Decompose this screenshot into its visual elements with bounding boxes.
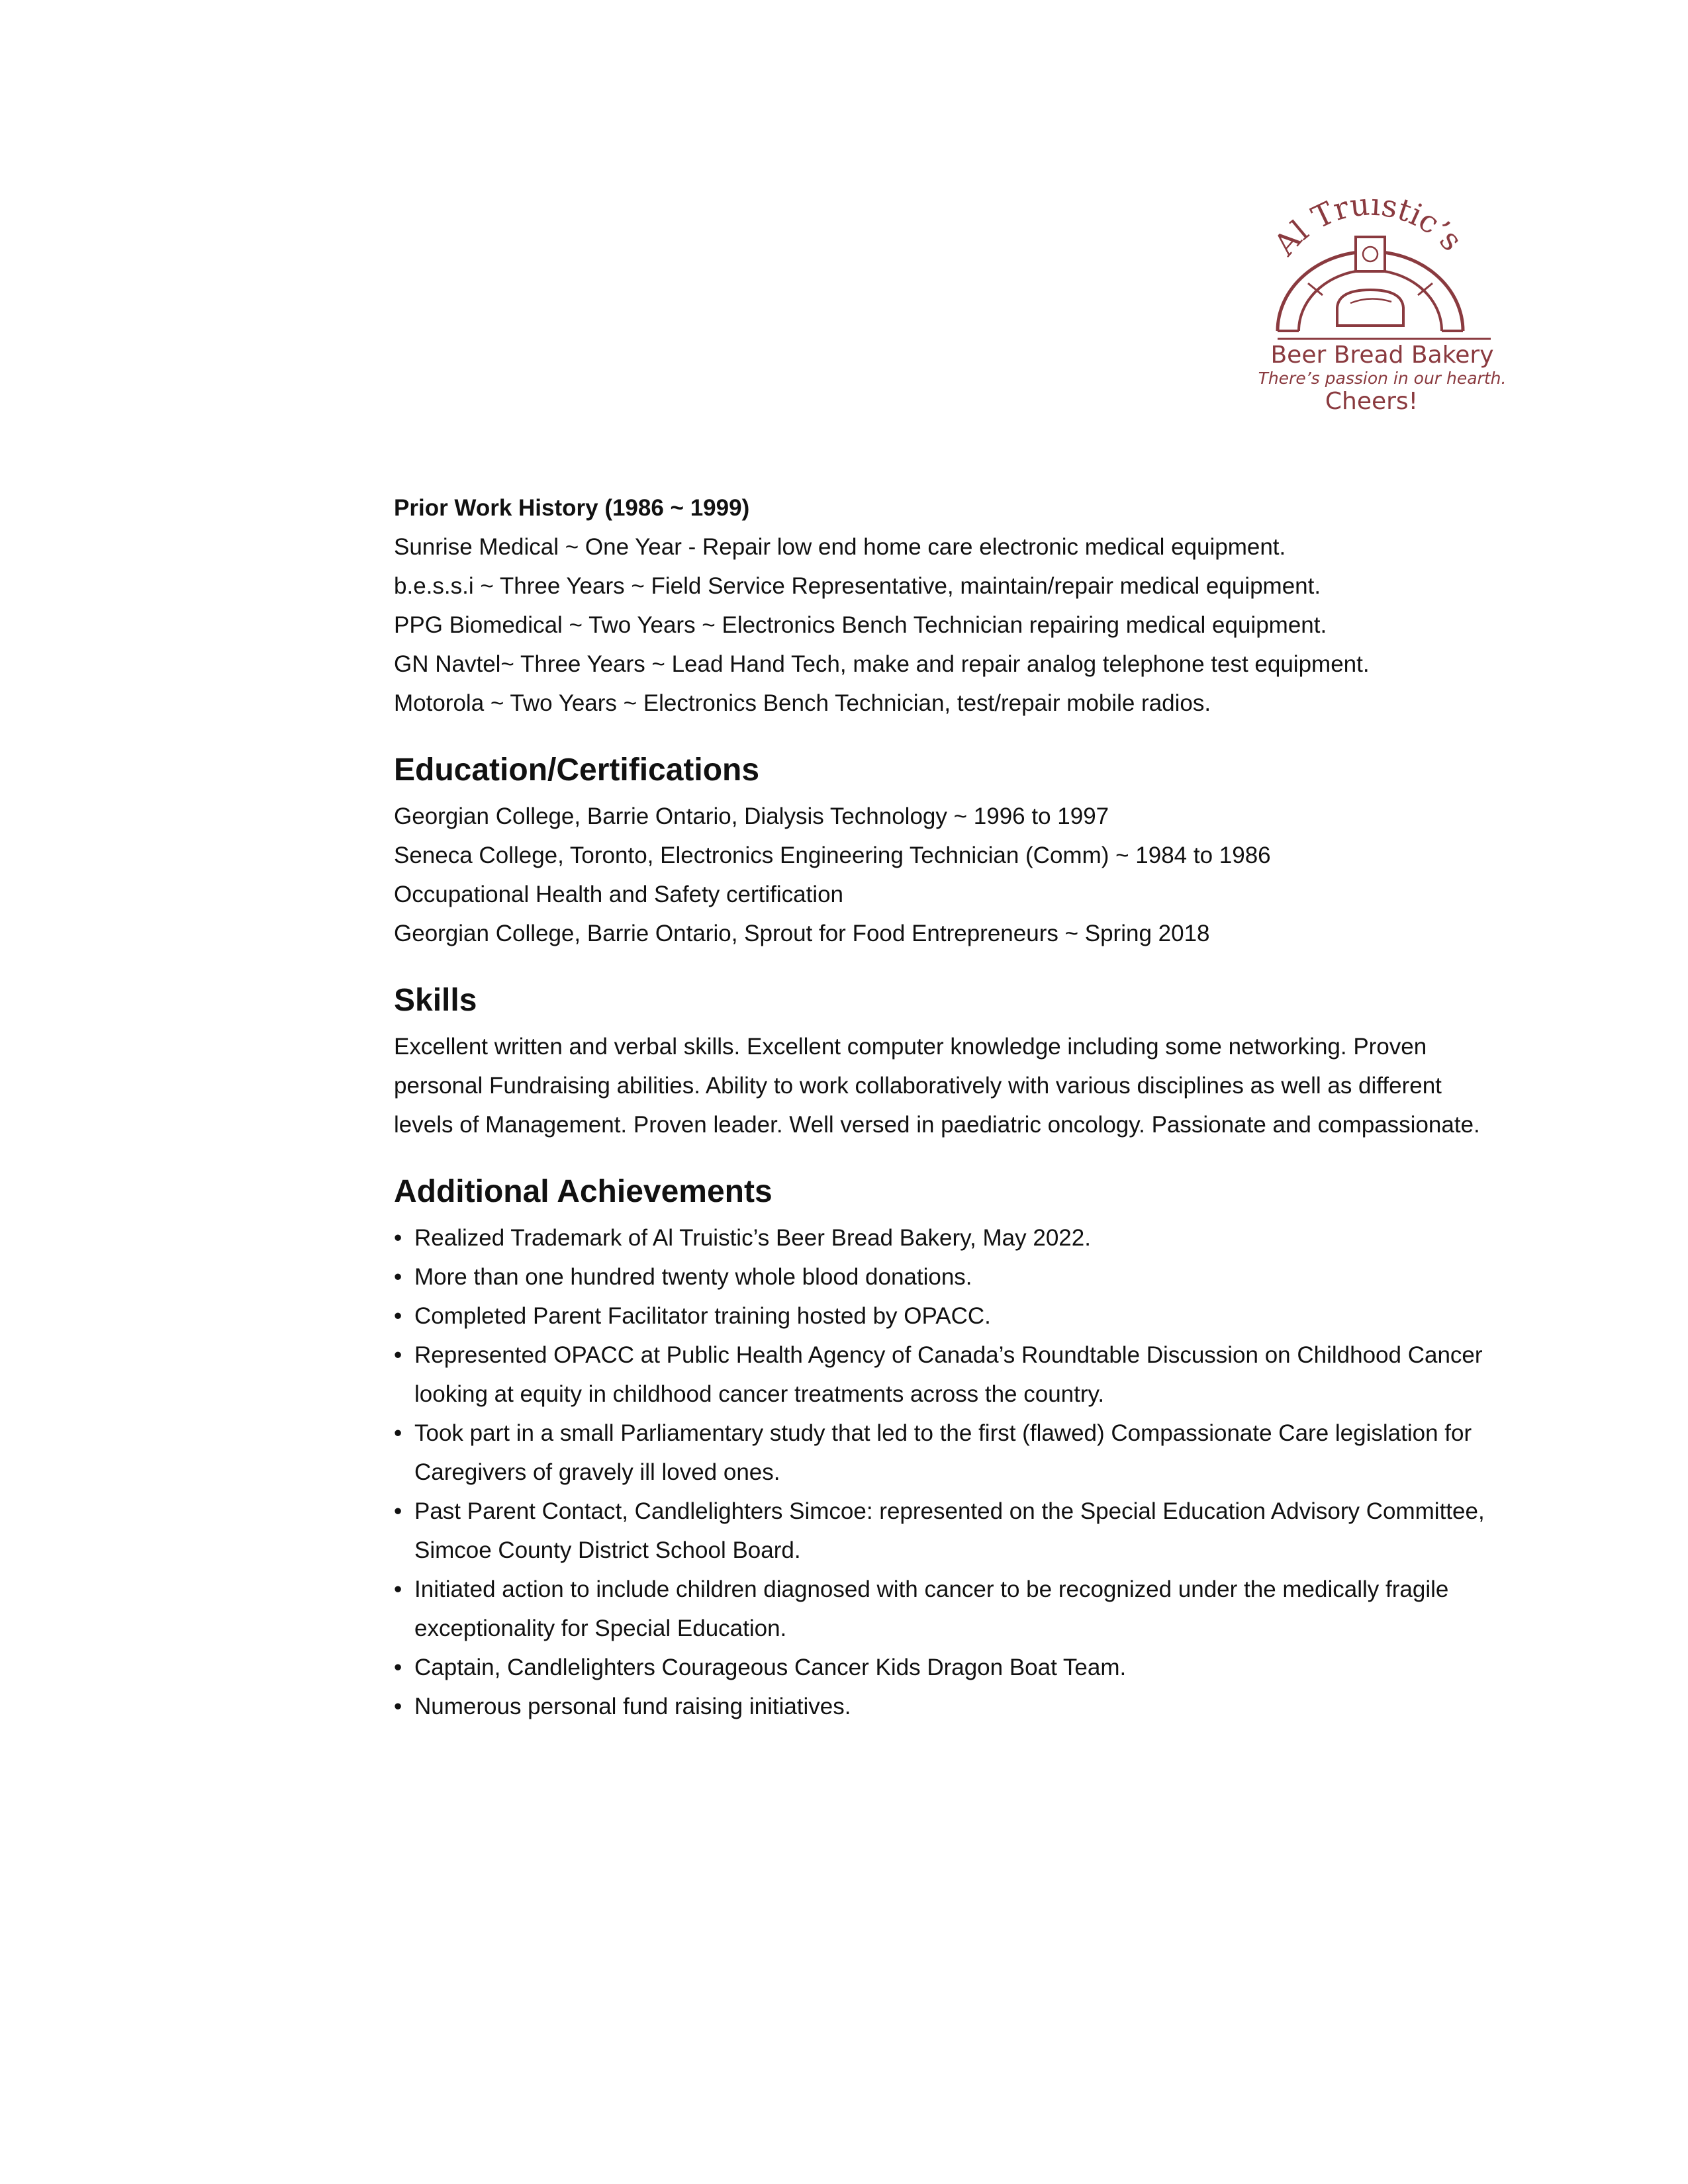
achievement-item: • Captain, Candlelighters Courageous Cancer Kids Dragon Boat Team. bbox=[394, 1648, 1493, 1687]
education-heading: Education/Certifications bbox=[394, 752, 760, 788]
achievements-list bbox=[394, 1218, 1493, 1726]
education-item: Seneca College, Toronto, Electronics Engineering Technician (Comm) ~ 1984 to 1986 bbox=[394, 842, 1271, 868]
resume-body bbox=[394, 488, 1493, 1726]
bakery-logo bbox=[1244, 199, 1523, 424]
logo-signoff: Cheers! bbox=[1325, 388, 1419, 415]
work-history-section bbox=[394, 488, 1493, 723]
achievement-item: • More than one hundred twenty whole blood donations. bbox=[394, 1257, 1493, 1297]
skills-heading: Skills bbox=[394, 983, 477, 1018]
work-history-item: GN Navtel~ Three Years ~ Lead Hand Tech, make and repair analog telephone test equipment. bbox=[394, 651, 1370, 677]
achievement-item: • Represented OPACC at Public Health Agency of Canada’s Roundtable Discussion on Childhood Cancer looking at equity in childhood cancer treatments across the country. bbox=[394, 1336, 1493, 1414]
achievements-heading: Additional Achievements bbox=[394, 1174, 773, 1209]
achievement-item: • Took part in a small Parliamentary study that led to the first (flawed) Compassionate Care legislation for Caregivers of gravely ill loved ones. bbox=[394, 1414, 1493, 1492]
skills-paragraph: Excellent written and verbal skills. Excellent computer knowledge including some networking. Proven personal Fundraising abilities. Ability to work collaboratively with various disciplines as well as different levels of Management. Proven leader. Well versed in paediatric oncology. Passionate and compassionate. bbox=[394, 1034, 1480, 1138]
work-history-heading: Prior Work History (1986 ~ 1999) bbox=[394, 495, 750, 521]
achievement-item: • Past Parent Contact, Candlelighters Simcoe: represented on the Special Education Advisory Committee, Simcoe County District School Board. bbox=[394, 1492, 1493, 1570]
keystone bbox=[1356, 237, 1385, 271]
achievements-section bbox=[394, 1172, 1493, 1726]
work-history-item: PPG Biomedical ~ Two Years ~ Electronics Bench Technician repairing medical equipment. bbox=[394, 612, 1327, 638]
oven-arch-inner bbox=[1299, 270, 1442, 331]
achievement-item: • Initiated action to include children diagnosed with cancer to be recognized under the medically fragile exceptionality for Special Education. bbox=[394, 1570, 1493, 1648]
bakery-logo-graphic bbox=[1244, 199, 1523, 424]
work-history-item: Motorola ~ Two Years ~ Electronics Bench Technician, test/repair mobile radios. bbox=[394, 690, 1211, 716]
work-history-item: Sunrise Medical ~ One Year - Repair low end home care electronic medical equipment. bbox=[394, 534, 1286, 560]
education-section bbox=[394, 751, 1493, 953]
achievement-item: • Completed Parent Facilitator training hosted by OPACC. bbox=[394, 1297, 1493, 1336]
work-history-item: b.e.s.s.i ~ Three Years ~ Field Service Representative, maintain/repair medical equipment. bbox=[394, 573, 1321, 599]
education-item: Georgian College, Barrie Ontario, Dialysis Technology ~ 1996 to 1997 bbox=[394, 803, 1109, 829]
logo-name-arc: Al Truistic’s bbox=[1266, 199, 1470, 263]
education-item: Georgian College, Barrie Ontario, Sprout for Food Entrepreneurs ~ Spring 2018 bbox=[394, 921, 1210, 946]
achievement-item: • Numerous personal fund raising initiatives. bbox=[394, 1687, 1493, 1726]
education-item: Occupational Health and Safety certification bbox=[394, 882, 843, 907]
bread-loaf-icon bbox=[1337, 290, 1403, 326]
logo-business-name: Beer Bread Bakery bbox=[1270, 341, 1494, 369]
bread-crust-line bbox=[1350, 298, 1391, 303]
skills-section bbox=[394, 981, 1493, 1144]
achievement-item: • Realized Trademark of Al Truistic’s Beer Bread Bakery, May 2022. bbox=[394, 1218, 1493, 1257]
logo-tagline: There’s passion in our hearth. bbox=[1258, 369, 1507, 388]
